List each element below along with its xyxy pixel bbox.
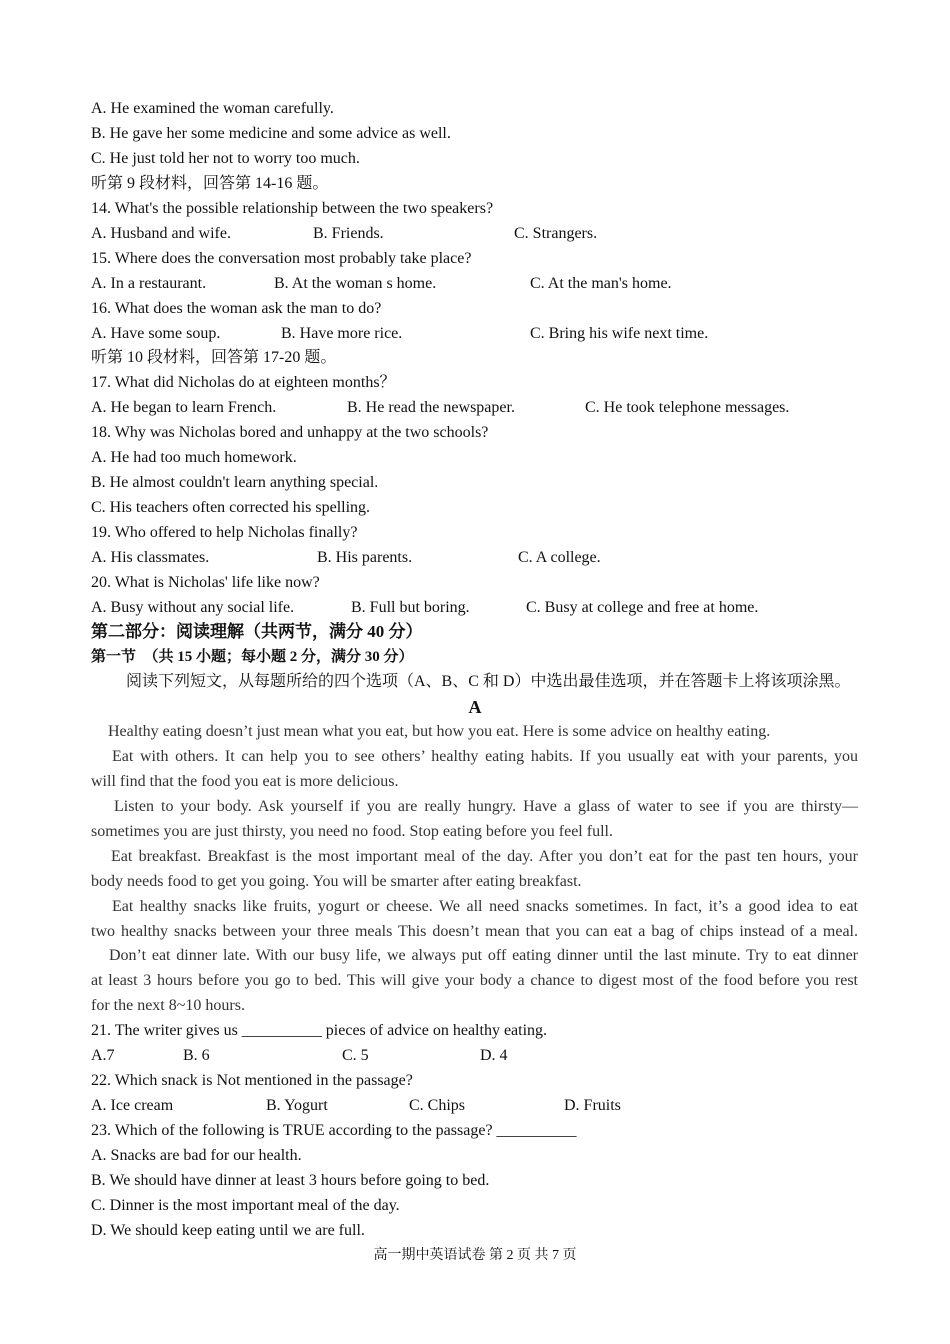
q23-option-c: C. Dinner is the most important meal of the day. (91, 1197, 400, 1214)
paragraph-4-line-1: Eat breakfast. Breakfast is the most important meal of the day. After you don’t eat for the past ten hours, your (111, 848, 858, 865)
q13-option-b: B. He gave her some medicine and some advice as well. (91, 125, 451, 142)
q20-option-b: B. Full but boring. (351, 599, 470, 616)
q16-option-b: B. Have more rice. (281, 325, 403, 342)
q19-question: 19. Who offered to help Nicholas finally? (91, 524, 358, 541)
q23-option-d: D. We should keep eating until we are full. (91, 1222, 365, 1239)
passage-title: A (468, 697, 482, 717)
paragraph-5-line-1: Eat healthy snacks like fruits, yogurt or cheese. We all need snacks sometimes. In fact, it’s a good idea to eat (112, 898, 858, 915)
section-9-instruction: 听第 9 段材料，回答第 14-16 题。 (91, 175, 329, 192)
q14-question: 14. What's the possible relationship between the two speakers? (91, 200, 494, 217)
q16-option-a: A. Have some soup. (91, 325, 221, 342)
q13-option-c: C. He just told her not to worry too much. (91, 150, 360, 167)
paragraph-6-line-3: for the next 8~10 hours. (91, 997, 245, 1014)
q17-option-a: A. He began to learn French. (91, 399, 277, 416)
q22-question: 22. Which snack is Not mentioned in the passage? (91, 1072, 413, 1089)
q22-option-b: B. Yogurt (266, 1097, 328, 1114)
paragraph-5-line-2: two healthy snacks between your three meals This doesn’t mean that you can eat a bag of chips instead of a meal. (91, 923, 858, 940)
q23-option-a: A. Snacks are bad for our health. (91, 1147, 302, 1164)
paragraph-6-line-2: at least 3 hours before you go to bed. This will give your body a chance to digest most of the food before you rest (91, 972, 858, 989)
q23-question: 23. Which of the following is TRUE according to the passage? __________ (91, 1122, 577, 1139)
q22-option-d: D. Fruits (564, 1097, 621, 1114)
paragraph-6-line-1: Don’t eat dinner late. With our busy life, we always put off eating dinner until the last minute. Try to eat dinner (109, 947, 858, 964)
q17-option-c: C. He took telephone messages. (585, 399, 790, 416)
page-footer: 高一期中英语试卷 第 2 页 共 7 页 (373, 1248, 577, 1263)
q21-option-a: A.7 (91, 1047, 115, 1064)
q15-question: 15. Where does the conversation most probably take place? (91, 250, 472, 267)
q22-option-a: A. Ice cream (91, 1097, 174, 1114)
part-2-heading: 第二部分：阅读理解（共两节，满分 40 分） (91, 622, 423, 641)
q15-option-b: B. At the woman s home. (274, 275, 437, 292)
q21-question: 21. The writer gives us __________ pieces of advice on healthy eating. (91, 1022, 548, 1039)
section-1-heading: 第一节 （共 15 小题；每小题 2 分，满分 30 分） (91, 649, 414, 665)
q19-option-b: B. His parents. (317, 549, 413, 566)
q22-option-c: C. Chips (409, 1097, 466, 1114)
q18-option-a: A. He had too much homework. (91, 449, 297, 466)
q21-option-b: B. 6 (183, 1047, 210, 1064)
q21-option-d: D. 4 (480, 1047, 508, 1064)
reading-instruction: 阅读下列短文，从每题所给的四个选项（A、B、C 和 D）中选出最佳选项，并在答题卡上将该项涂黑。 (126, 673, 851, 690)
q23-option-b: B. We should have dinner at least 3 hours before going to bed. (91, 1172, 490, 1189)
q15-option-a: A. In a restaurant. (91, 275, 207, 292)
q19-option-a: A. His classmates. (91, 549, 210, 566)
paragraph-3-line-2: sometimes you are just thirsty, you need no food. Stop eating before you feel full. (91, 823, 613, 840)
q20-question: 20. What is Nicholas' life like now? (91, 574, 320, 591)
q14-option-b: B. Friends. (313, 225, 384, 242)
q17-option-b: B. He read the newspaper. (347, 399, 515, 416)
q14-option-c: C. Strangers. (514, 225, 598, 242)
q15-option-c: C. At the man's home. (530, 275, 672, 292)
q18-option-b: B. He almost couldn't learn anything special. (91, 474, 379, 491)
paragraph-3-line-1: Listen to your body. Ask yourself if you are really hungry. Have a glass of water to see if you are thirsty— (114, 798, 858, 815)
paragraph-2-line-1: Eat with others. It can help you to see others’ healthy eating habits. If you usually eat with your parents, you (112, 748, 858, 765)
q19-option-c: C. A college. (518, 549, 601, 566)
paragraph-1: Healthy eating doesn’t just mean what you eat, but how you eat. Here is some advice on healthy eating. (108, 723, 771, 740)
section-10-instruction: 听第 10 段材料，回答第 17-20 题。 (91, 349, 337, 366)
q21-option-c: C. 5 (342, 1047, 369, 1064)
q17-question: 17. What did Nicholas do at eighteen months？ (91, 374, 396, 391)
q18-question: 18. Why was Nicholas bored and unhappy at the two schools? (91, 424, 489, 441)
q20-option-a: A. Busy without any social life. (91, 599, 295, 616)
q13-option-a: A. He examined the woman carefully. (91, 100, 334, 117)
paragraph-2-line-2: will find that the food you eat is more delicious. (91, 773, 399, 790)
q16-question: 16. What does the woman ask the man to do? (91, 300, 382, 317)
q14-option-a: A. Husband and wife. (91, 225, 231, 242)
q20-option-c: C. Busy at college and free at home. (526, 599, 759, 616)
q16-option-c: C. Bring his wife next time. (530, 325, 709, 342)
q18-option-c: C. His teachers often corrected his spelling. (91, 499, 371, 516)
paragraph-4-line-2: body needs food to get you going. You will be smarter after eating breakfast. (91, 873, 582, 890)
